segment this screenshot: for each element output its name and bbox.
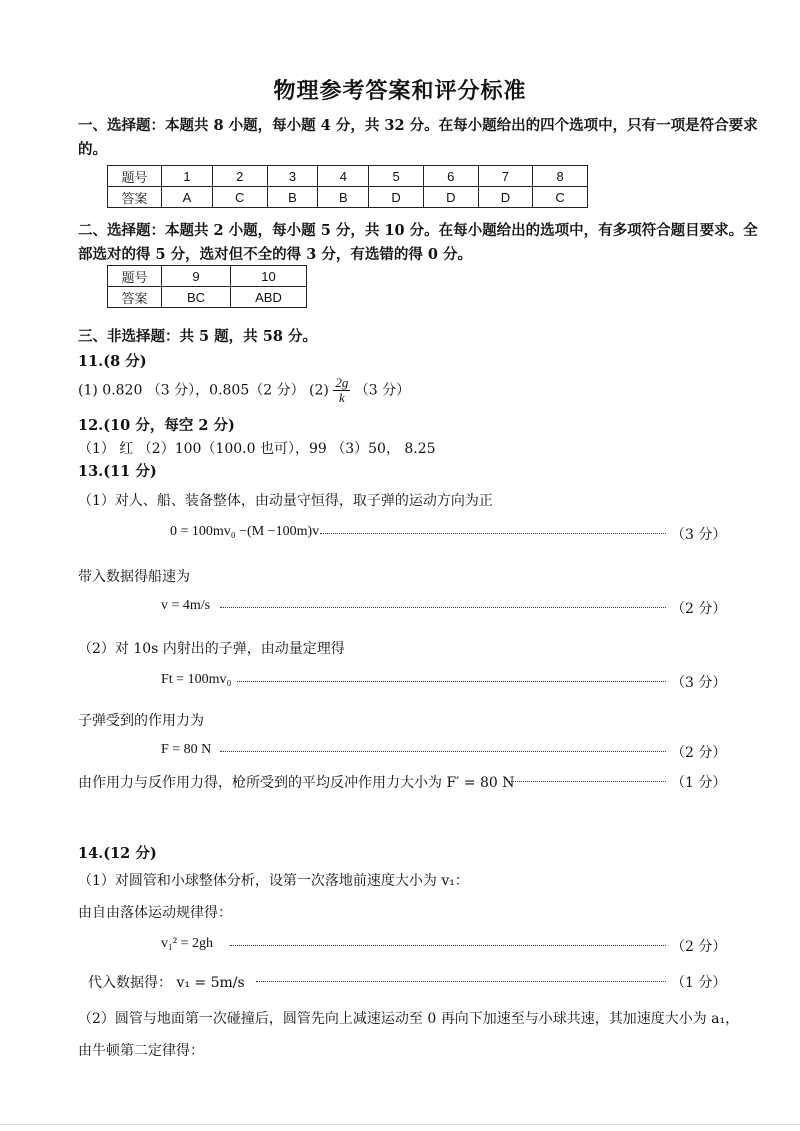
dotted-leader [237,680,666,682]
table-cell: ABD [231,287,307,308]
q13-formula-3: Ft = 100mv₀ [161,672,232,687]
q13-paragraph-4: 子弹受到的作用力为 [78,713,204,729]
q13-paragraph-3: （2）对 10s 内射出的子弹，由动量定理得 [78,641,345,657]
page-divider [0,1124,800,1125]
table-cell: 2 [212,166,267,187]
q14-heading: 14.(12 分) [78,845,157,862]
q14-paragraph-1: （1）对圆管和小球整体分析，设第一次落地前速度大小为 v₁： [78,873,469,889]
q13-formula-4: F = 80 N [161,742,212,757]
score-label: （1 分） [671,775,727,791]
table-cell: BC [162,287,231,308]
table-cell: C [533,187,588,208]
table-cell: 4 [318,166,369,187]
q13-formula-2: v = 4m/s [161,598,211,613]
score-label: （2 分） [671,939,727,955]
dotted-leader [230,944,666,946]
table-cell: B [318,187,369,208]
table-cell-label: 题号 [108,166,162,187]
table-cell: 8 [533,166,588,187]
score-label: （2 分） [671,745,727,761]
table-cell-label: 答案 [108,187,162,208]
part2-heading-line2: 部选对的得 5 分，选对但不全的得 3 分，有选错的得 0 分。 [78,246,473,263]
q11-answer-text: (1) 0.820 （3 分），0.805（2 分） (2) [78,382,329,399]
table-cell: D [423,187,478,208]
part2-answer-table [107,265,307,308]
q14-paragraph-4: 由牛顿第二定律得： [78,1043,204,1059]
dotted-leader [220,750,666,752]
q11-score-text: （3 分） [354,382,411,399]
q13-formula-1: 0 = 100mv₀ −(M −100m)v [170,524,320,539]
table-row-numbers [108,166,588,187]
table-cell: 9 [162,266,231,287]
table-cell: 1 [162,166,213,187]
table-cell: B [267,187,318,208]
table-row-answers [108,187,588,208]
q14-formula-1: v₁² = 2gh [161,936,213,951]
q13-paragraph-1: （1）对人、船、装备整体，由动量守恒得，取子弹的运动方向为正 [78,493,493,509]
dotted-leader [220,606,666,608]
q13-heading: 13.(11 分) [78,463,157,480]
score-label: （3 分） [671,675,727,691]
q11-answer-line [78,376,410,405]
table-row-numbers [108,266,307,287]
table-cell: 3 [267,166,318,187]
score-label: （1 分） [671,975,727,991]
part3-heading: 三、非选择题：共 5 题，共 58 分。 [78,328,317,345]
q11-fraction [333,376,350,405]
score-label: （3 分） [671,527,727,543]
q12-answer-line: （1） 红 （2）100（100.0 也可），99 （3）50， 8.25 [78,441,436,457]
table-cell-label: 题号 [108,266,162,287]
q11-heading: 11.(8 分) [78,353,147,370]
table-cell: 5 [369,166,424,187]
part1-heading-line1: 一、选择题：本题共 8 小题，每小题 4 分，共 32 分。在每小题给出的四个选项中，只有一项是符合要求 [78,117,758,134]
table-cell: 7 [478,166,533,187]
q13-paragraph-5: 由作用力与反作用力得，枪所受到的平均反冲作用力大小为 F′ = 80 N [78,775,515,791]
dotted-leader [320,532,666,534]
table-cell: D [478,187,533,208]
table-row-answers [108,287,307,308]
dotted-leader [508,780,666,782]
table-cell: A [162,187,213,208]
page-title: 物理参考答案和评分标准 [273,78,527,104]
q14-formula-2: 代入数据得： v₁ = 5m/s [88,975,245,991]
q11-fraction-denominator: k [338,390,345,405]
dotted-leader [256,980,666,982]
table-cell: 10 [231,266,307,287]
table-cell-label: 答案 [108,287,162,308]
q12-heading: 12.(10 分，每空 2 分) [78,417,235,434]
q13-paragraph-2: 带入数据得船速为 [78,569,190,585]
q14-paragraph-3: （2）圆管与地面第一次碰撞后，圆管先向上减速运动至 0 再向下加速至与小球共速，其加速度大小为 a₁， [78,1011,740,1027]
table-cell: D [369,187,424,208]
q14-paragraph-2: 由自由落体运动规律得： [78,905,232,921]
part1-heading-line2: 的。 [78,141,107,158]
table-cell: 6 [423,166,478,187]
table-cell: C [212,187,267,208]
part1-answer-table [107,165,588,208]
q11-fraction-numerator: 2g [335,375,349,390]
part2-heading-line1: 二、选择题：本题共 2 小题，每小题 5 分，共 10 分。在每小题给出的选项中，有多项符合题目要求。全 [78,222,758,239]
score-label: （2 分） [671,601,727,617]
